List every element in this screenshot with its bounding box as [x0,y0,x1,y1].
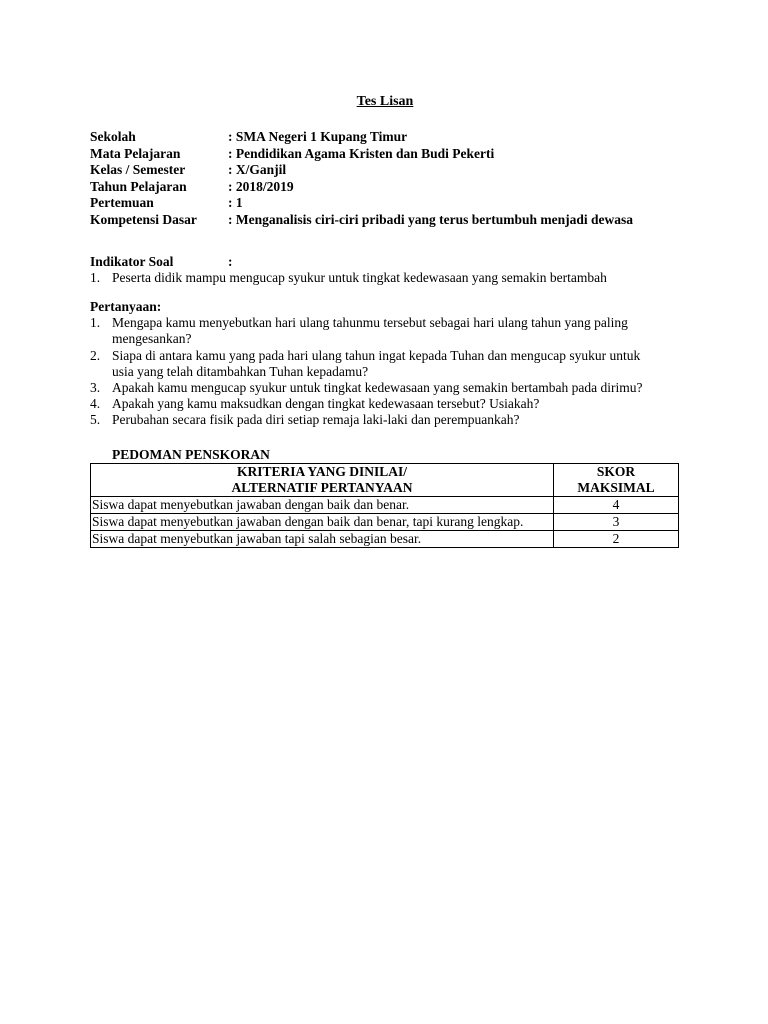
document-title: Tes Lisan [356,94,414,109]
info-value: : Menganalisis ciri-ciri pribadi yang terus bertumbuh menjadi dewasa [228,211,634,227]
info-block [90,129,680,228]
list-number: 3. [90,380,101,396]
info-label: Kelas / Semester [90,162,186,177]
list-number: 5. [90,412,101,428]
info-value: : 1 [228,195,243,210]
scoring-guide-heading: PEDOMAN PENSKORAN [112,446,270,462]
scoring-table [90,463,679,548]
info-value: : Pendidikan Agama Kristen dan Budi Pekerti [228,145,495,161]
question-line: Siapa di antara kamu yang pada hari ulang tahun ingat kepada Tuhan dan mengucap syukur untuk [112,347,641,363]
header-line: SKOR [596,463,636,479]
info-row-mata-pelajaran [90,146,680,163]
indicator-list [90,270,680,286]
criteria-cell: Siswa dapat menyebutkan jawaban tapi salah sebagian besar. [91,530,554,547]
table-row [91,530,679,547]
document-page [90,94,680,548]
list-text [112,348,680,380]
list-number: 1. [90,315,101,331]
info-label: Tahun Pelajaran [90,178,187,194]
header-line: MAKSIMAL [577,479,655,495]
info-row-tahun-pelajaran [90,179,680,196]
list-text: Apakah yang kamu maksudkan dengan tingkat kedewasaan tersebut? Usiakah? [112,396,540,412]
list-item [90,380,680,396]
list-number: 2. [90,347,101,363]
score-cell: 3 [554,513,679,530]
question-line: mengesankan? [112,331,192,347]
table-header-row [91,463,679,496]
info-row-sekolah [90,129,680,146]
list-item [90,270,680,286]
list-item [90,396,680,412]
list-text [112,315,680,347]
info-row-pertemuan [90,195,680,212]
criteria-cell: Siswa dapat menyebutkan jawaban dengan baik dan benar. [91,496,554,513]
list-item [90,315,680,347]
score-cell: 4 [554,496,679,513]
info-row-kelas-semester [90,162,680,179]
question-line: usia yang telah ditambahkan Tuhan kepadamu? [112,363,369,379]
list-number: 4. [90,396,101,412]
questions-heading: Pertanyaan: [90,299,162,315]
info-label: Pertemuan [90,195,154,210]
list-number: 1. [90,270,101,285]
criteria-cell: Siswa dapat menyebutkan jawaban dengan baik dan benar, tapi kurang lengkap. [91,513,554,530]
info-label: Mata Pelajaran [90,145,181,161]
indicator-heading [90,254,680,270]
header-line: KRITERIA YANG DINILAI/ [236,463,408,479]
list-item [90,348,680,380]
indicator-label: Indikator Soal [90,254,174,269]
table-row [91,496,679,513]
info-value: : SMA Negeri 1 Kupang Timur [228,129,408,144]
criteria-column-header [91,463,554,496]
header-line: ALTERNATIF PERTANYAAN [231,479,413,495]
info-label: Sekolah [90,129,136,144]
list-item [90,412,680,428]
table-row [91,513,679,530]
info-value: : X/Ganjil [228,162,287,177]
info-label: Kompetensi Dasar [90,211,197,227]
list-text: Perubahan secara fisik pada diri setiap remaja laki-laki dan perempuankah? [112,412,520,428]
indicator-colon: : [228,254,233,269]
list-text: Apakah kamu mengucap syukur untuk tingkat kedewasaan yang semakin bertambah pada dirimu? [112,380,643,396]
questions-list [90,315,680,428]
info-row-kompetensi-dasar [90,212,680,229]
question-line: Mengapa kamu menyebutkan hari ulang tahunmu tersebut sebagai hari ulang tahun yang paling [112,315,628,331]
info-value: : 2018/2019 [228,178,294,194]
list-text: Peserta didik mampu mengucap syukur untuk tingkat kedewasaan yang semakin bertambah [112,270,607,285]
score-cell: 2 [554,530,679,547]
score-column-header [554,463,679,496]
